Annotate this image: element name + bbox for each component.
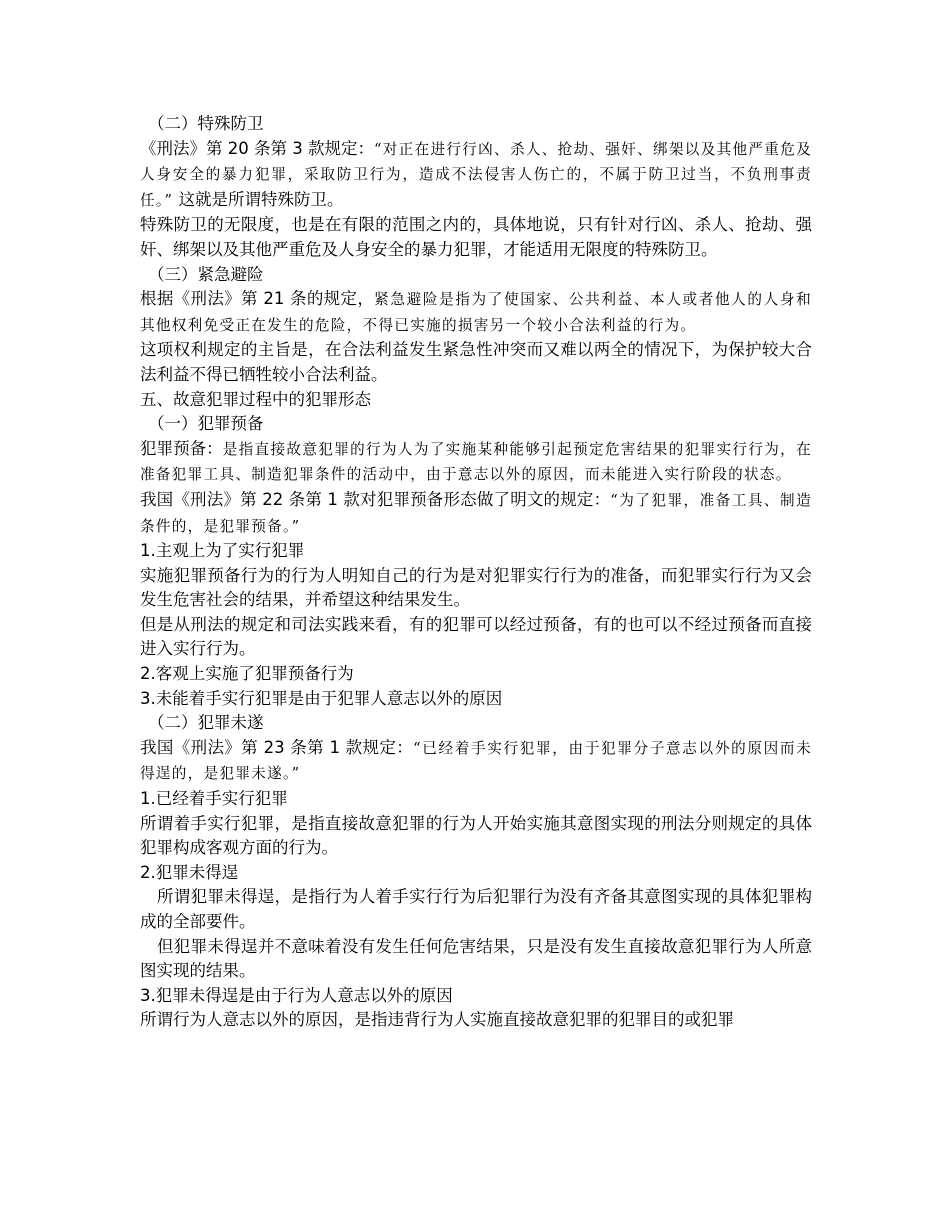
paragraph-harm-result: 但犯罪未得逞并不意味着没有发生任何危害结果，只是没有发生直接故意犯罪行为人所意图实现的结果。 xyxy=(140,936,812,981)
statute-quote: 紧急避险是指为了使国家、公共利益、本人或者他人的人身和其他权利免受正在发生的危险，不得已实施的损害另一个较小合法利益的行为。 xyxy=(140,291,812,334)
paragraph-tail: 这就是所谓特殊防卫。 xyxy=(173,189,344,209)
statute-quote: “为了犯罪，准备工具、制造条件的，是犯罪预备。” xyxy=(140,491,812,535)
paragraph-lead: 《刑法》第 20 条第 3 款规定： xyxy=(140,138,375,158)
document-page xyxy=(140,112,812,1033)
paragraph-lead: 我国《刑法》第 22 条第 1 款对犯罪预备形态做了明文的规定： xyxy=(140,489,611,509)
list-item-attempt-2: 2.犯罪未得逞 xyxy=(140,862,239,882)
paragraph-practice: 但是从刑法的规定和司法实践来看，有的犯罪可以经过预备，有的也可以不经过预备而直接进入实行行为。 xyxy=(140,614,812,659)
paragraph-article-20 xyxy=(140,137,812,214)
definition-quote: 是指直接故意犯罪的行为人为了实施某种能够引起预定危害结果的犯罪实行行为，在准备犯罪工具、制造犯罪条件的活动中，由于意志以外的原因，而未能进入实行阶段的状态。 xyxy=(140,440,813,484)
paragraph-commencement: 所谓着手实行犯罪，是指直接故意犯罪的行为人开始实施其意图实现的刑法分则规定的具体犯罪构成客观方面的行为。 xyxy=(140,813,812,858)
paragraph-emergency-purpose: 这项权利规定的主旨是，在合法利益发生紧急性冲突而又难以两全的情况下，为保护较大合法利益不得已牺牲较小合法利益。 xyxy=(140,340,812,384)
paragraph-lead: 犯罪预备： xyxy=(140,438,223,458)
paragraph-not-accomplished: 所谓犯罪未得逞，是指行为人着手实行行为后犯罪行为没有齐备其意图实现的具体犯罪构成的全部要件。 xyxy=(140,887,812,931)
paragraph-lead: 根据《刑法》第 21 条的规定， xyxy=(140,289,375,309)
paragraph-article-21 xyxy=(140,287,812,338)
list-item-attempt-3: 3.犯罪未得逞是由于行为人意志以外的原因 xyxy=(140,985,453,1005)
section-heading-special-defense: （二）特殊防卫 xyxy=(148,114,264,133)
paragraph-subjective: 实施犯罪预备行为的行为人明知自己的行为是对犯罪实行行为的准备，而犯罪实行行为又会发生危害社会的结果，并希望这种结果发生。 xyxy=(140,565,812,610)
paragraph-article-22 xyxy=(140,488,812,539)
statute-quote: “对正在进行行凶、杀人、抢劫、强奸、绑架以及其他严重危及人身安全的暴力犯罪，采取防卫行为，造成不法侵害人伤亡的，不属于防卫过当，不负刑事责任。” xyxy=(140,140,812,209)
paragraph-article-23 xyxy=(140,736,812,787)
list-item-attempt-1: 1.已经着手实行犯罪 xyxy=(140,789,288,809)
section-heading-preparation: （一）犯罪预备 xyxy=(148,414,264,434)
list-item-preparation-2: 2.客观上实施了犯罪预备行为 xyxy=(140,664,354,684)
list-item-preparation-1: 1.主观上为了实行犯罪 xyxy=(140,541,305,561)
section-heading-attempt: （二）犯罪未遂 xyxy=(148,713,264,733)
section-heading-emergency: （三）紧急避险 xyxy=(148,264,264,284)
statute-quote: “已经着手实行犯罪，由于犯罪分子意志以外的原因而未得逞的，是犯罪未遂。” xyxy=(140,739,812,783)
paragraph-preparation-definition xyxy=(140,437,812,488)
paragraph-external-causes: 所谓行为人意志以外的原因，是指违背行为人实施直接故意犯罪的犯罪目的或犯罪 xyxy=(140,1010,734,1030)
paragraph-unlimited-defense: 特殊防卫的无限度，也是在有限的范围之内的，具体地说，只有针对行凶、杀人、抢劫、强奸、绑架以及其他严重危及人身安全的暴力犯罪，才能适用无限度的特殊防卫。 xyxy=(140,215,812,259)
chapter-heading-section-5: 五、故意犯罪过程中的犯罪形态 xyxy=(140,389,371,409)
paragraph-lead: 我国《刑法》第 23 条第 1 款规定： xyxy=(140,737,414,757)
list-item-preparation-3: 3.未能着手实行犯罪是由于犯罪人意志以外的原因 xyxy=(140,688,503,708)
